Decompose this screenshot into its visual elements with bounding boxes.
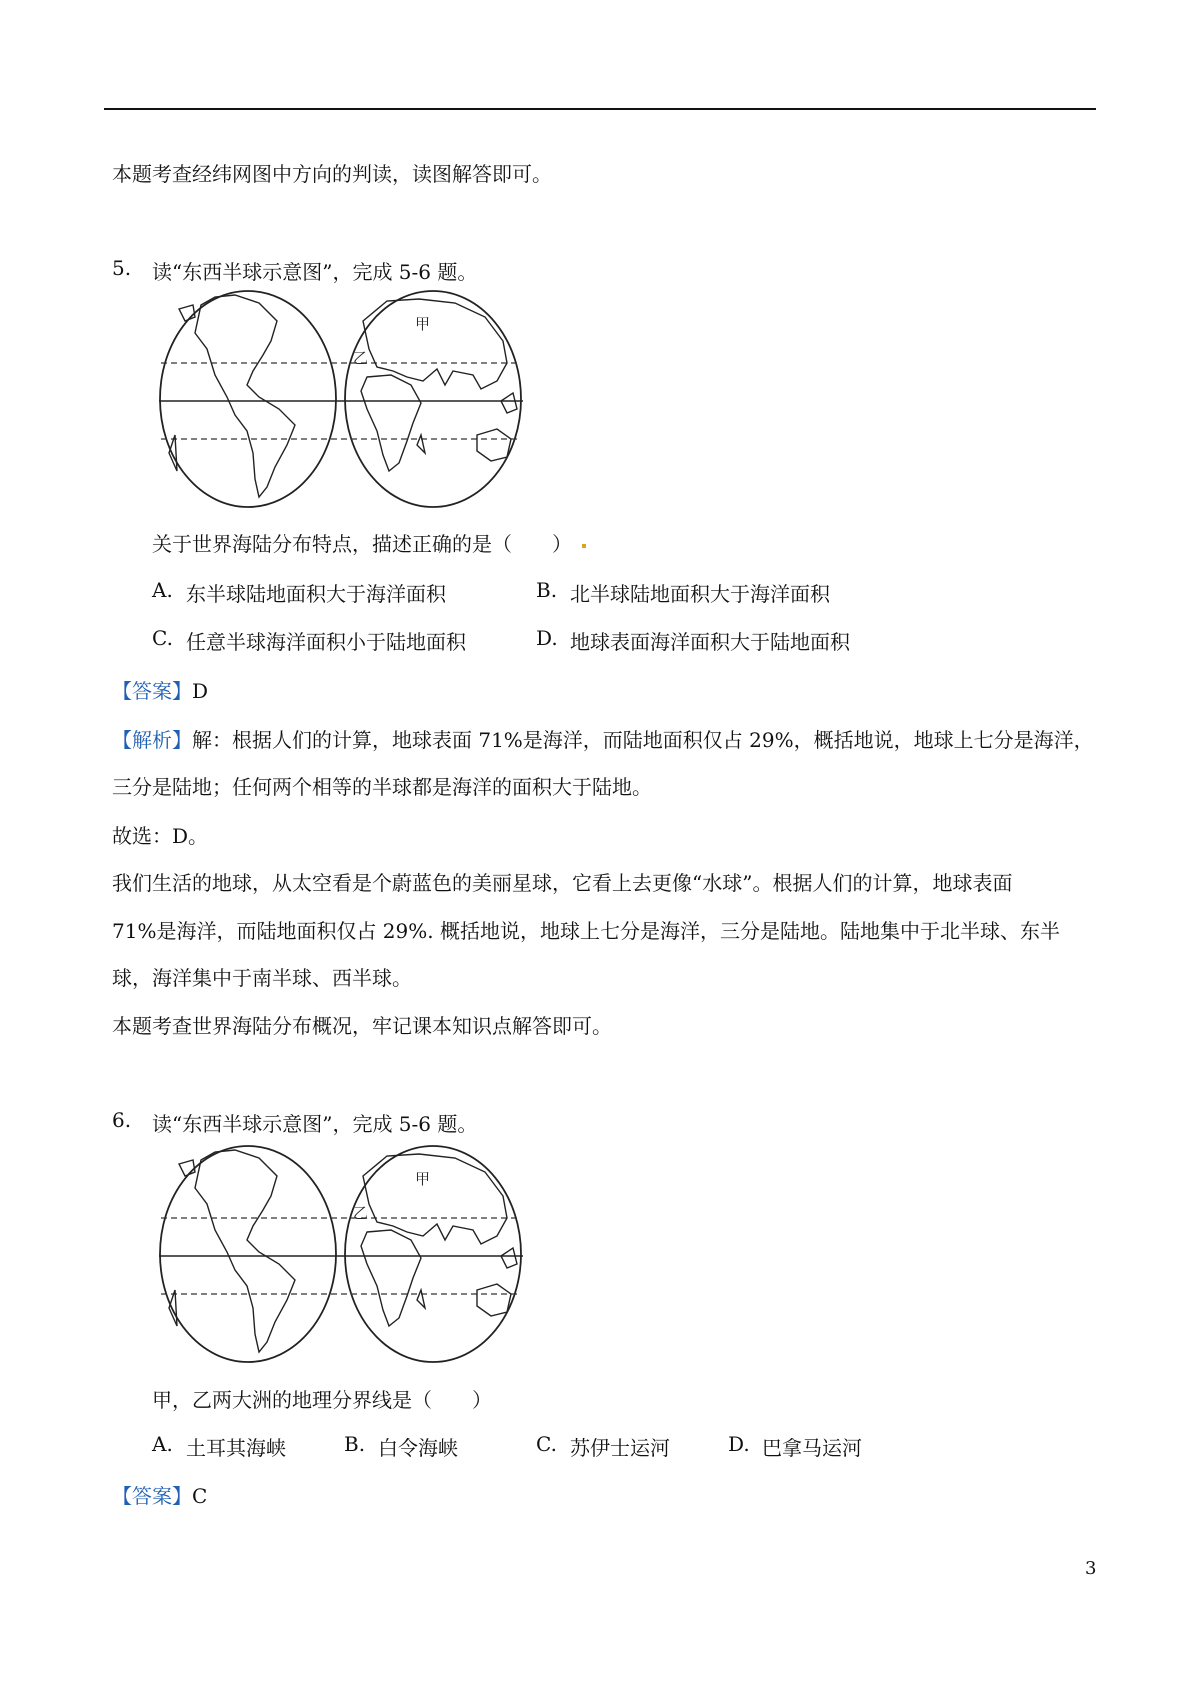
q5-option-d: 地球表面海洋面积大于陆地面积 [570, 630, 850, 654]
q5-option-b: 北半球陆地面积大于海洋面积 [570, 582, 830, 606]
q5-review-line2: 71%是海洋，而陆地面积仅占 29%. 概括地说，地球上七分是海洋，三分是陆地。陆地集中于北半球、东半 [112, 919, 1060, 943]
q5-option-b-letter: B. [536, 578, 558, 602]
q6-stem: 读“东西半球示意图”，完成 5-6 题。 [152, 1112, 478, 1136]
q5-option-d-letter: D. [536, 626, 558, 650]
hemisphere-map-q5 [155, 285, 527, 515]
q6-option-d: 巴拿马运河 [762, 1436, 862, 1460]
q6-option-b: 白令海峡 [378, 1436, 458, 1460]
q6-option-d-letter: D. [728, 1432, 750, 1456]
map-label-jia: 甲 [415, 1172, 431, 1188]
q5-stem: 读“东西半球示意图”，完成 5-6 题。 [152, 260, 478, 284]
q5-conclusion: 本题考查世界海陆分布概况，牢记课本知识点解答即可。 [112, 1014, 612, 1038]
q6-option-a: 土耳其海峡 [186, 1436, 286, 1460]
q6-option-c-letter: C. [536, 1432, 557, 1456]
q5-option-c-letter: C. [152, 626, 173, 650]
prev-conclusion: 本题考查经纬网图中方向的判读，读图解答即可。 [112, 162, 552, 186]
map-label-yi: 乙 [353, 351, 369, 367]
q5-review-line3: 球，海洋集中于南半球、西半球。 [112, 966, 412, 990]
q5-option-a: 东半球陆地面积大于海洋面积 [186, 582, 446, 606]
q6-option-c: 苏伊士运河 [570, 1436, 670, 1460]
hemisphere-map-q6 [155, 1140, 527, 1370]
q5-analysis-line2: 三分是陆地；任何两个相等的半球都是海洋的面积大于陆地。 [112, 775, 652, 799]
page-number: 3 [1085, 1558, 1097, 1579]
q5-review-line1: 我们生活的地球，从太空看是个蔚蓝色的美丽星球，它看上去更像“水球”。根据人们的计算，地球表面 [112, 871, 1013, 895]
q5-number: 5. [112, 256, 132, 280]
map-label-jia: 甲 [415, 317, 431, 333]
q5-choice: 故选：D。 [112, 824, 209, 848]
q5-option-a-letter: A. [152, 578, 173, 602]
header-rule [104, 108, 1096, 110]
map-label-yi: 乙 [353, 1206, 369, 1222]
q6-number: 6. [112, 1108, 132, 1132]
q5-answer: 【答案】D [112, 679, 209, 703]
q6-option-b-letter: B. [344, 1432, 366, 1456]
q6-answer: 【答案】C [112, 1484, 208, 1508]
q5-analysis-line1: 【解析】解：根据人们的计算，地球表面 71%是海洋，而陆地面积仅占 29%，概括地说，地球上七分是海洋， [112, 728, 1094, 752]
q5-question: 关于世界海陆分布特点，描述正确的是（ ） [152, 528, 586, 557]
q5-option-c: 任意半球海洋面积小于陆地面积 [186, 630, 466, 654]
q6-question: 甲，乙两大洲的地理分界线是（ ） [152, 1388, 492, 1412]
q6-option-a-letter: A. [152, 1432, 173, 1456]
